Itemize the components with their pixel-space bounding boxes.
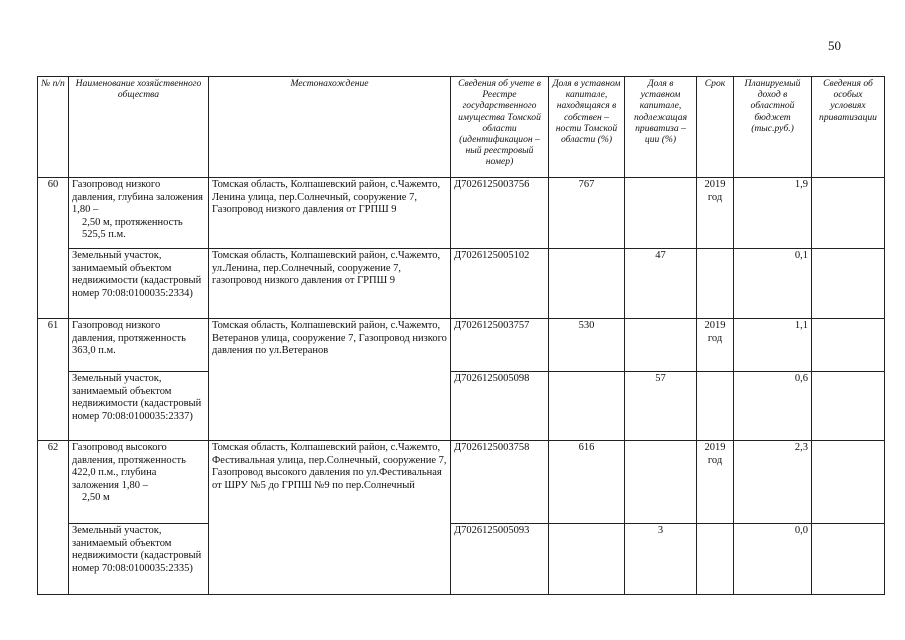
header-num: № п/п (38, 77, 69, 178)
registry-number: Д7026125005098 (451, 372, 549, 441)
special-conditions (812, 372, 885, 441)
planned-income: 0,1 (734, 249, 812, 319)
header-privatization-share: Доля в уставном капитале, подлежащая приватиза – ции (%) (625, 77, 697, 178)
header-name: Наименование хозяйственного общества (69, 77, 209, 178)
registry-number: Д7026125003758 (451, 441, 549, 524)
term: 2019 год (697, 319, 734, 372)
term (697, 372, 734, 441)
table-row (38, 372, 885, 441)
state-share (549, 249, 625, 319)
header-registry: Сведения об учете в Реестре государственного имущества Томской области (идентификацион – ный реестровый номер) (451, 77, 549, 178)
state-share: 530 (549, 319, 625, 372)
privatization-share: 47 (625, 249, 697, 319)
table-row (38, 249, 885, 319)
object-name (69, 178, 209, 249)
object-name: Земельный участок, занимаемый объектом недвижимости (кадастровый номер 70:08:0100035:2337) (69, 372, 209, 441)
special-conditions (812, 249, 885, 319)
term: 2019 год (697, 178, 734, 249)
special-conditions (812, 178, 885, 249)
row-number: 61 (38, 319, 69, 441)
term (697, 249, 734, 319)
object-location: Томская область, Колпашевский район, с.Чажемто, ул.Ленина, пер.Солнечный, сооружение 7, газопровод низкого давления от ГРПШ 9 (209, 249, 451, 319)
page-number: 50 (828, 38, 841, 53)
state-share: 767 (549, 178, 625, 249)
header-share: Доля в уставном капитале, находящаяся в собствен – ности Томской области (%) (549, 77, 625, 178)
term (697, 524, 734, 595)
privatization-share (625, 441, 697, 524)
object-name: Земельный участок, занимаемый объектом недвижимости (кадастровый номер 70:08:0100035:2335) (69, 524, 209, 595)
planned-income: 1,1 (734, 319, 812, 372)
registry-number: Д7026125003756 (451, 178, 549, 249)
header-term: Срок (697, 77, 734, 178)
object-name-line: 2,50 м (82, 492, 110, 503)
object-location: Томская область, Колпашевский район, с.Чажемто, Ветеранов улица, сооружение 7, Газопровод низкого давления по ул.Ветеранов (209, 319, 451, 441)
object-location: Томская область, Колпашевский район, с.Чажемто, Ленина улица, пер.Солнечный, сооружение 7, Газопровод низкого давления от ГРПШ 9 (209, 178, 451, 249)
row-number: 60 (38, 178, 69, 319)
registry-number: Д7026125003757 (451, 319, 549, 372)
header-income: Планируемый доход в областной бюджет (тыс.руб.) (734, 77, 812, 178)
object-name-line: Газопровод высокого давления, протяженность 422,0 п.м., глубина заложения 1,80 – (72, 442, 186, 491)
header-conditions: Сведения об особых условиях приватизации (812, 77, 885, 178)
object-name: Земельный участок, занимаемый объектом недвижимости (кадастровый номер 70:08:0100035:2334) (69, 249, 209, 319)
privatization-share (625, 319, 697, 372)
special-conditions (812, 524, 885, 595)
privatization-table (37, 76, 885, 595)
table-row (38, 178, 885, 249)
object-name: Газопровод низкого давления, протяженность 363,0 п.м. (69, 319, 209, 372)
table-row (38, 319, 885, 372)
term: 2019 год (697, 441, 734, 524)
object-location: Томская область, Колпашевский район, с.Чажемто, Фестивальная улица, пер.Солнечный, сооружение 7, Газопровод высокого давления по ул.Фестивальная от ШРУ №5 до ГРПШ №9 по пер.Солнечный (209, 441, 451, 595)
privatization-share: 57 (625, 372, 697, 441)
registry-number: Д7026125005102 (451, 249, 549, 319)
privatization-share: 3 (625, 524, 697, 595)
planned-income: 0,0 (734, 524, 812, 595)
planned-income: 2,3 (734, 441, 812, 524)
registry-number: Д7026125005093 (451, 524, 549, 595)
row-number: 62 (38, 441, 69, 595)
table-row (38, 524, 885, 595)
planned-income: 0,6 (734, 372, 812, 441)
object-name (69, 441, 209, 524)
planned-income: 1,9 (734, 178, 812, 249)
special-conditions (812, 441, 885, 524)
object-name-line: Газопровод низкого давления, глубина заложения 1,80 – (72, 179, 204, 215)
state-share: 616 (549, 441, 625, 524)
header-location: Местонахождение (209, 77, 451, 178)
special-conditions (812, 319, 885, 372)
privatization-share (625, 178, 697, 249)
state-share (549, 524, 625, 595)
state-share (549, 372, 625, 441)
object-name-line: 2,50 м, протяженность 525,5 п.м. (82, 216, 183, 240)
header-row (38, 77, 885, 178)
table-row (38, 441, 885, 524)
